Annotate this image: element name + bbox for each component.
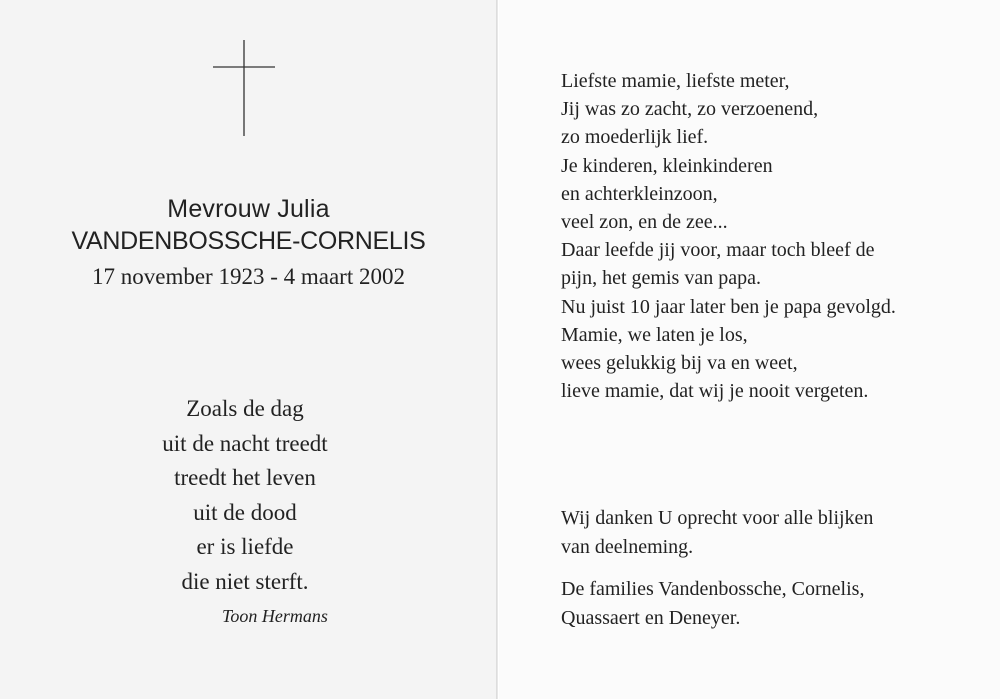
life-dates: 17 november 1923 - 4 maart 2002 — [92, 264, 405, 289]
poem-author: Toon Hermans — [222, 606, 328, 626]
verse-line: en achterkleinzoon, — [561, 182, 718, 205]
families-line: De families Vandenbossche, Cornelis, — [561, 578, 865, 600]
thanks-line: Wij danken U oprecht voor alle blijken — [561, 507, 874, 529]
cross-icon — [213, 40, 275, 136]
verse-line: lieve mamie, dat wij je nooit vergeten. — [561, 380, 869, 403]
verse-line: Daar leefde jij voor, maar toch bleef de — [561, 239, 875, 262]
thanks-message — [561, 504, 873, 562]
card-fold — [496, 0, 498, 699]
verse-line: Mamie, we laten je los, — [561, 323, 748, 346]
verse-line: Nu juist 10 jaar later ben je papa gevolgd. — [561, 295, 896, 318]
poem-line: die niet sterft. — [181, 568, 309, 594]
poem-line: er is liefde — [196, 534, 294, 559]
verse-line: Jij was zo zacht, zo verzoenend, — [561, 98, 819, 121]
verse-line: zo moederlijk lief. — [561, 126, 709, 149]
poem-line: uit de nacht treedt — [162, 430, 328, 456]
verse-line: veel zon, en de zee... — [561, 211, 728, 234]
memorial-verse — [561, 67, 981, 405]
card-left-page — [0, 0, 497, 699]
verse-line: Je kinderen, kleinkinderen — [561, 154, 773, 177]
verse-line: Liefste mamie, liefste meter, — [561, 70, 790, 92]
deceased-name-title: Mevrouw Julia — [167, 195, 330, 223]
verse-line: wees gelukkig bij va en weet, — [561, 352, 798, 375]
families-line: Quassaert en Deneyer. — [561, 607, 741, 629]
thanks-line: van deelneming. — [561, 536, 694, 558]
poem-line: treedt het leven — [174, 465, 316, 490]
families-signature — [561, 575, 864, 633]
poem-line: uit de dood — [193, 499, 297, 525]
poem-line: Zoals de dag — [186, 396, 304, 421]
poem — [90, 392, 400, 599]
deceased-surname: VANDENBOSSCHE-CORNELIS — [71, 227, 426, 255]
verse-line: pijn, het gemis van papa. — [561, 267, 761, 290]
